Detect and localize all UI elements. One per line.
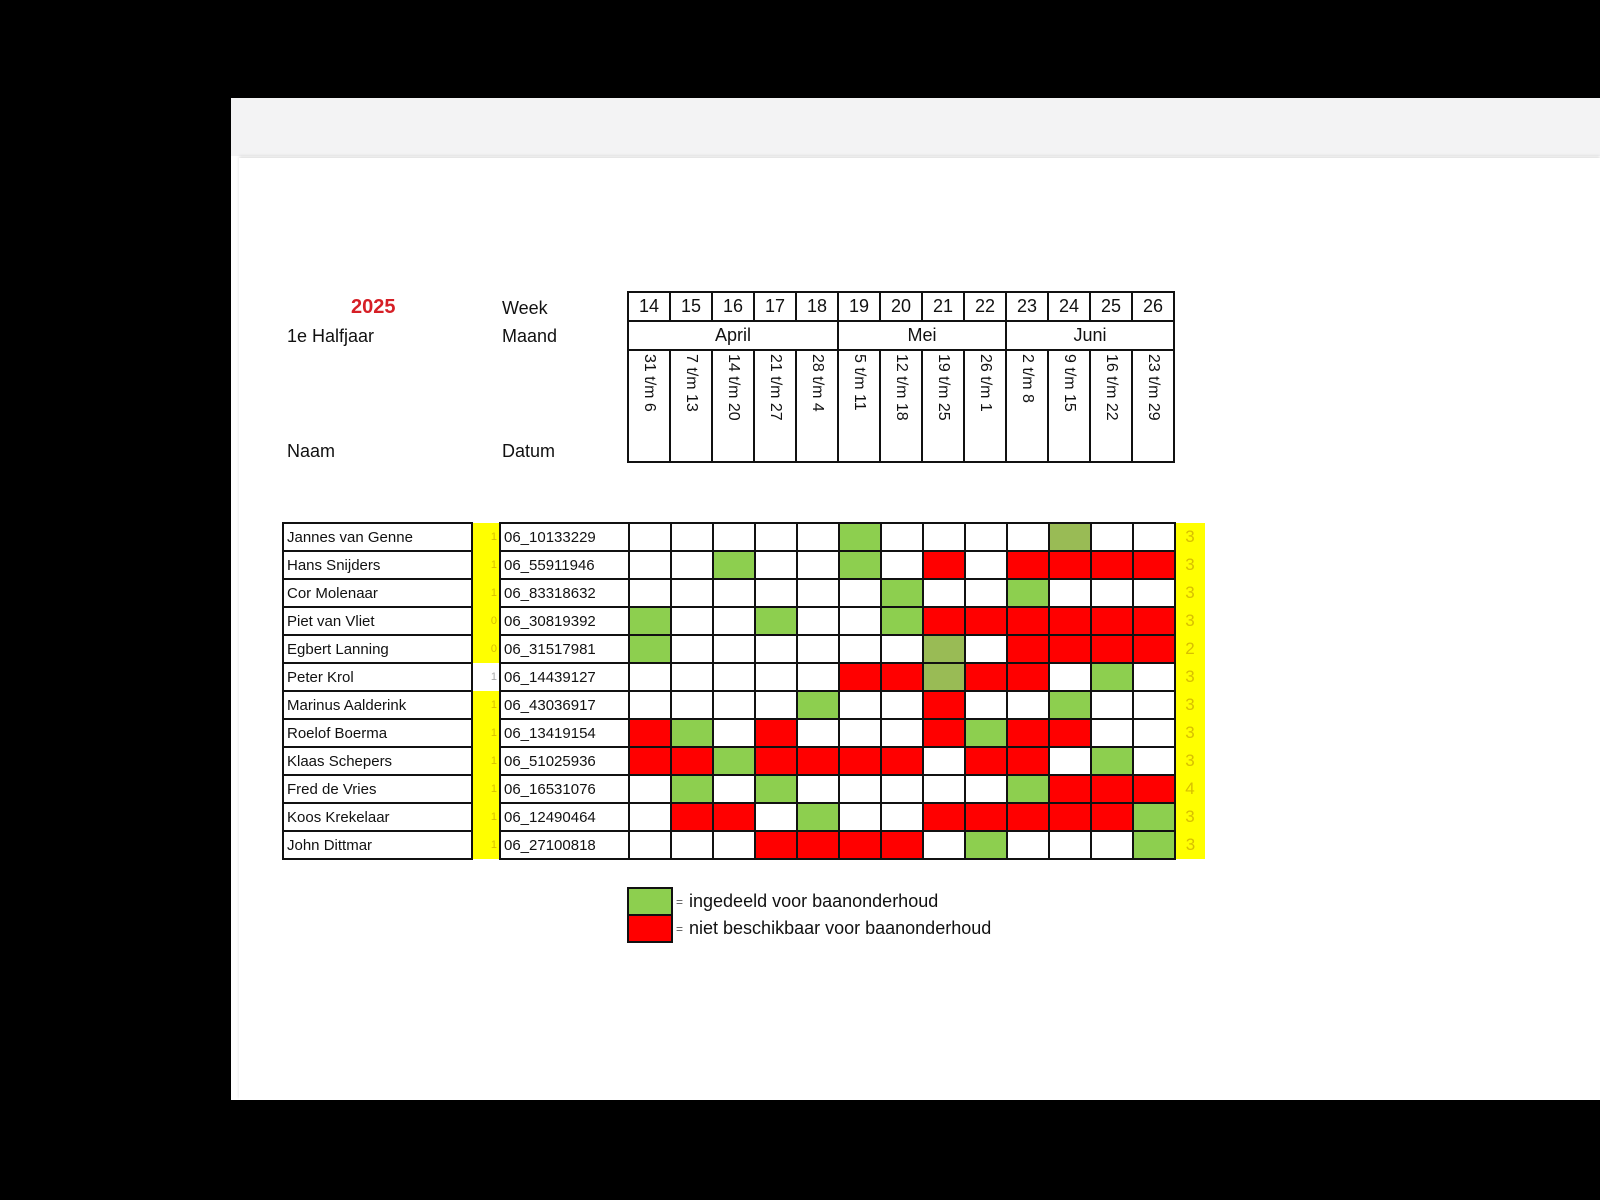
schedule-cell[interactable] (923, 663, 965, 691)
schedule-cell[interactable] (923, 579, 965, 607)
schedule-cell[interactable] (1091, 803, 1133, 831)
week-number-cell: 15 (670, 292, 712, 321)
month-row (628, 321, 1174, 350)
availability-flag: 0 (472, 635, 500, 663)
phone-number: 06_83318632 (500, 579, 629, 607)
schedule-cell[interactable] (1049, 831, 1091, 859)
schedule-cell[interactable] (839, 803, 881, 831)
date-range-cell (964, 350, 1006, 462)
week-number-cell: 22 (964, 292, 1006, 321)
schedule-cell[interactable] (1007, 663, 1049, 691)
assignment-total: 4 (1175, 775, 1205, 803)
schedule-cell[interactable] (629, 831, 671, 859)
schedule-cell[interactable] (965, 831, 1007, 859)
assignment-total: 3 (1175, 719, 1205, 747)
phone-number: 06_31517981 (500, 635, 629, 663)
week-label: Week (502, 298, 548, 318)
schedule-cell[interactable] (713, 775, 755, 803)
phone-number: 06_51025936 (500, 747, 629, 775)
person-row (283, 803, 1205, 831)
availability-flag: 1 (472, 551, 500, 579)
schedule-cell[interactable] (923, 551, 965, 579)
schedule-cell[interactable] (629, 747, 671, 775)
legend-text: niet beschikbaar voor baanonderhoud (689, 918, 992, 938)
assignment-total: 3 (1175, 663, 1205, 691)
assignment-total: 3 (1175, 579, 1205, 607)
person-name: Cor Molenaar (283, 579, 472, 607)
week-number-row (628, 292, 1174, 321)
person-row (283, 691, 1205, 719)
person-row (283, 747, 1205, 775)
person-row (283, 551, 1205, 579)
assignment-total: 2 (1175, 635, 1205, 663)
schedule-cell[interactable] (1091, 523, 1133, 551)
schedule-cell[interactable] (923, 635, 965, 663)
week-number-cell: 24 (1048, 292, 1090, 321)
schedule-cell[interactable] (1049, 775, 1091, 803)
person-row (283, 635, 1205, 663)
schedule-cell[interactable] (629, 551, 671, 579)
schedule-cell[interactable] (797, 635, 839, 663)
schedule-cell[interactable] (797, 579, 839, 607)
week-number-cell: 21 (922, 292, 964, 321)
schedule-cell[interactable] (755, 663, 797, 691)
phone-number: 06_13419154 (500, 719, 629, 747)
person-row (283, 775, 1205, 803)
phone-number: 06_10133229 (500, 523, 629, 551)
schedule-cell[interactable] (713, 803, 755, 831)
person-row (283, 831, 1205, 859)
date-range-text: 19 t/m 25 (935, 354, 952, 421)
phone-number: 06_55911946 (500, 551, 629, 579)
schedule-cell[interactable] (1091, 551, 1133, 579)
schedule-cell[interactable] (797, 691, 839, 719)
availability-flag: 1 (472, 663, 500, 691)
schedule-cell[interactable] (671, 803, 713, 831)
viewer-toolbar (231, 98, 1600, 156)
schedule-cell[interactable] (671, 663, 713, 691)
phone-number: 06_30819392 (500, 607, 629, 635)
legend-equals: = (676, 921, 684, 936)
schedule-cell[interactable] (629, 719, 671, 747)
year-title: 2025 (351, 296, 396, 318)
phone-number: 06_43036917 (500, 691, 629, 719)
date-range-cell (754, 350, 796, 462)
schedule-cell[interactable] (1133, 551, 1175, 579)
schedule-cell[interactable] (881, 579, 923, 607)
schedule-cell[interactable] (839, 551, 881, 579)
schedule-cell[interactable] (881, 719, 923, 747)
schedule-cell[interactable] (755, 579, 797, 607)
schedule-cell[interactable] (965, 551, 1007, 579)
schedule-cell[interactable] (713, 607, 755, 635)
schedule-cell[interactable] (881, 803, 923, 831)
date-range-row (628, 350, 1174, 462)
schedule-cell[interactable] (1007, 579, 1049, 607)
schedule-cell[interactable] (1091, 831, 1133, 859)
date-range-cell (922, 350, 964, 462)
schedule-cell[interactable] (713, 579, 755, 607)
schedule-cell[interactable] (965, 803, 1007, 831)
week-number-cell: 20 (880, 292, 922, 321)
date-range-text: 14 t/m 20 (725, 354, 742, 421)
name-column-label: Naam (287, 441, 336, 461)
date-range-cell (796, 350, 838, 462)
schedule-cell[interactable] (965, 579, 1007, 607)
schedule-cell[interactable] (839, 719, 881, 747)
schedule-cell[interactable] (755, 691, 797, 719)
week-number-cell: 18 (796, 292, 838, 321)
date-range-cell (1006, 350, 1048, 462)
schedule-cell[interactable] (1007, 775, 1049, 803)
date-range-text: 26 t/m 1 (977, 354, 994, 412)
legend-equals: = (676, 894, 684, 909)
schedule-cell[interactable] (1133, 579, 1175, 607)
schedule-cell[interactable] (881, 831, 923, 859)
date-range-text: 31 t/m 6 (641, 354, 658, 412)
schedule-cell[interactable] (755, 831, 797, 859)
schedule-cell[interactable] (1133, 719, 1175, 747)
schedule-cell[interactable] (713, 747, 755, 775)
schedule-cell[interactable] (713, 523, 755, 551)
schedule-cell[interactable] (923, 719, 965, 747)
schedule-cell[interactable] (881, 607, 923, 635)
schedule-cell[interactable] (881, 551, 923, 579)
schedule-cell[interactable] (797, 523, 839, 551)
schedule-cell[interactable] (1049, 551, 1091, 579)
week-number-cell: 26 (1132, 292, 1174, 321)
availability-flag: 1 (472, 803, 500, 831)
schedule-cell[interactable] (629, 607, 671, 635)
person-name: John Dittmar (283, 831, 472, 859)
schedule-cell[interactable] (1133, 803, 1175, 831)
schedule-cell[interactable] (629, 663, 671, 691)
person-row (283, 663, 1205, 691)
schedule-cell[interactable] (629, 691, 671, 719)
date-range-cell (838, 350, 880, 462)
legend-item (627, 915, 991, 942)
availability-flag: 1 (472, 831, 500, 859)
schedule-cell[interactable] (881, 691, 923, 719)
schedule-cell[interactable] (839, 831, 881, 859)
schedule-cell[interactable] (1007, 607, 1049, 635)
date-range-text: 2 t/m 8 (1019, 354, 1036, 403)
phone-number: 06_27100818 (500, 831, 629, 859)
schedule-cell[interactable] (1007, 691, 1049, 719)
schedule-cell[interactable] (755, 635, 797, 663)
week-number-cell: 19 (838, 292, 880, 321)
schedule-cell[interactable] (1133, 607, 1175, 635)
person-name: Klaas Schepers (283, 747, 472, 775)
date-range-text: 21 t/m 27 (767, 354, 784, 421)
schedule-cell[interactable] (671, 719, 713, 747)
schedule-cell[interactable] (1133, 747, 1175, 775)
date-range-text: 9 t/m 15 (1061, 354, 1078, 412)
date-range-text: 16 t/m 22 (1103, 354, 1120, 421)
schedule-cell[interactable] (1091, 607, 1133, 635)
schedule-cell[interactable] (1007, 523, 1049, 551)
schedule-cell[interactable] (797, 775, 839, 803)
schedule-cell[interactable] (839, 691, 881, 719)
date-range-text: 28 t/m 4 (809, 354, 826, 412)
month-cell: April (628, 321, 838, 350)
schedule-cell[interactable] (797, 663, 839, 691)
schedule-cell[interactable] (965, 663, 1007, 691)
week-number-cell: 14 (628, 292, 670, 321)
schedule-cell[interactable] (965, 775, 1007, 803)
phone-number: 06_12490464 (500, 803, 629, 831)
schedule-cell[interactable] (797, 719, 839, 747)
schedule-cell[interactable] (755, 607, 797, 635)
schedule-cell[interactable] (797, 607, 839, 635)
schedule-cell[interactable] (1007, 831, 1049, 859)
schedule-cell[interactable] (1007, 719, 1049, 747)
schedule-cell[interactable] (671, 607, 713, 635)
half-year-label: 1e Halfjaar (287, 326, 375, 346)
date-range-cell (712, 350, 754, 462)
schedule-cell[interactable] (1049, 607, 1091, 635)
schedule-cell[interactable] (881, 663, 923, 691)
schedule-cell[interactable] (671, 775, 713, 803)
schedule-cell[interactable] (797, 831, 839, 859)
schedule-cell[interactable] (671, 691, 713, 719)
schedule-cell[interactable] (1091, 747, 1133, 775)
date-range-text: 12 t/m 18 (893, 354, 910, 421)
schedule-cell[interactable] (839, 663, 881, 691)
schedule-cell[interactable] (839, 579, 881, 607)
availability-flag: 1 (472, 775, 500, 803)
schedule-cell[interactable] (881, 635, 923, 663)
schedule-cell[interactable] (713, 663, 755, 691)
schedule-cell[interactable] (671, 747, 713, 775)
schedule-cell[interactable] (1049, 523, 1091, 551)
schedule-cell[interactable] (713, 831, 755, 859)
week-number-cell: 25 (1090, 292, 1132, 321)
person-name: Roelof Boerma (283, 719, 472, 747)
schedule-cell[interactable] (839, 607, 881, 635)
schedule-cell[interactable] (1007, 803, 1049, 831)
schedule-cell[interactable] (755, 775, 797, 803)
person-row (283, 607, 1205, 635)
availability-flag: 1 (472, 719, 500, 747)
schedule-cell[interactable] (1007, 551, 1049, 579)
availability-flag: 0 (472, 607, 500, 635)
schedule-cell[interactable] (1049, 635, 1091, 663)
person-name: Piet van Vliet (283, 607, 472, 635)
schedule-cell[interactable] (1049, 663, 1091, 691)
assignment-total: 3 (1175, 523, 1205, 551)
schedule-cell[interactable] (1007, 635, 1049, 663)
date-range-cell (1048, 350, 1090, 462)
month-cell: Juni (1006, 321, 1174, 350)
schedule-cell[interactable] (1007, 747, 1049, 775)
schedule-cell[interactable] (1091, 663, 1133, 691)
legend (627, 888, 991, 942)
date-range-cell (1090, 350, 1132, 462)
person-name: Jannes van Genne (283, 523, 472, 551)
phone-number: 06_14439127 (500, 663, 629, 691)
schedule-cell[interactable] (1133, 635, 1175, 663)
schedule-cell[interactable] (1133, 831, 1175, 859)
schedule-cell[interactable] (965, 691, 1007, 719)
schedule-cell[interactable] (1091, 719, 1133, 747)
person-name: Peter Krol (283, 663, 472, 691)
date-range-text: 5 t/m 11 (851, 354, 868, 411)
date-range-cell (1132, 350, 1174, 462)
schedule-grid (282, 522, 1206, 860)
schedule-cell[interactable] (1091, 635, 1133, 663)
schedule-cell[interactable] (713, 691, 755, 719)
assignment-total: 3 (1175, 803, 1205, 831)
schedule-cell[interactable] (923, 831, 965, 859)
schedule-cell[interactable] (1049, 691, 1091, 719)
week-header-table (627, 291, 1175, 463)
date-range-text: 7 t/m 13 (683, 354, 700, 412)
schedule-cell[interactable] (965, 635, 1007, 663)
week-number-cell: 16 (712, 292, 754, 321)
person-row (283, 579, 1205, 607)
assignment-total: 3 (1175, 691, 1205, 719)
date-column-label: Datum (502, 441, 556, 461)
schedule-cell[interactable] (1091, 775, 1133, 803)
schedule-cell[interactable] (629, 803, 671, 831)
schedule-cell[interactable] (713, 551, 755, 579)
schedule-cell[interactable] (671, 635, 713, 663)
schedule-cell[interactable] (1133, 775, 1175, 803)
month-label: Maand (502, 326, 558, 346)
person-name: Hans Snijders (283, 551, 472, 579)
schedule-cell[interactable] (755, 523, 797, 551)
schedule-cell[interactable] (1049, 803, 1091, 831)
legend-item (627, 888, 991, 915)
availability-flag: 1 (472, 691, 500, 719)
date-range-cell (670, 350, 712, 462)
schedule-cell[interactable] (755, 747, 797, 775)
date-range-text: 23 t/m 29 (1145, 354, 1162, 421)
schedule-cell[interactable] (755, 551, 797, 579)
schedule-cell[interactable] (797, 551, 839, 579)
legend-swatch (627, 914, 673, 943)
schedule-cell[interactable] (1091, 579, 1133, 607)
schedule-cell[interactable] (923, 523, 965, 551)
person-name: Fred de Vries (283, 775, 472, 803)
schedule-cell[interactable] (923, 775, 965, 803)
schedule-cell[interactable] (1133, 663, 1175, 691)
date-range-cell (628, 350, 670, 462)
schedule-cell[interactable] (839, 747, 881, 775)
schedule-cell[interactable] (839, 775, 881, 803)
schedule-cell[interactable] (965, 747, 1007, 775)
schedule-cell[interactable] (755, 719, 797, 747)
availability-flag: 1 (472, 523, 500, 551)
person-name: Koos Krekelaar (283, 803, 472, 831)
assignment-total: 3 (1175, 747, 1205, 775)
schedule-cell[interactable] (755, 803, 797, 831)
schedule-cell[interactable] (671, 579, 713, 607)
schedule-cell[interactable] (839, 635, 881, 663)
date-range-cell (880, 350, 922, 462)
assignment-total: 3 (1175, 831, 1205, 859)
schedule-cell[interactable] (923, 803, 965, 831)
legend-swatch (627, 887, 673, 916)
schedule-cell[interactable] (839, 523, 881, 551)
schedule-cell[interactable] (881, 747, 923, 775)
schedule-cell[interactable] (713, 635, 755, 663)
schedule-cell[interactable] (1133, 523, 1175, 551)
schedule-cell[interactable] (629, 635, 671, 663)
person-name: Marinus Aalderink (283, 691, 472, 719)
week-number-cell: 17 (754, 292, 796, 321)
schedule-cell[interactable] (923, 691, 965, 719)
assignment-total: 3 (1175, 607, 1205, 635)
person-name: Egbert Lanning (283, 635, 472, 663)
schedule-cell[interactable] (881, 523, 923, 551)
schedule-cell[interactable] (923, 747, 965, 775)
availability-flag: 1 (472, 579, 500, 607)
schedule-cell[interactable] (1133, 691, 1175, 719)
schedule-cell[interactable] (881, 775, 923, 803)
person-row (283, 719, 1205, 747)
schedule-cell[interactable] (923, 607, 965, 635)
phone-number: 06_16531076 (500, 775, 629, 803)
schedule-cell[interactable] (797, 747, 839, 775)
schedule-cell[interactable] (671, 551, 713, 579)
schedule-cell[interactable] (965, 523, 1007, 551)
legend-text: ingedeeld voor baanonderhoud (689, 891, 939, 911)
schedule-cell[interactable] (965, 607, 1007, 635)
schedule-cell[interactable] (1049, 579, 1091, 607)
schedule-cell[interactable] (1049, 747, 1091, 775)
assignment-total: 3 (1175, 551, 1205, 579)
schedule-cell[interactable] (965, 719, 1007, 747)
person-row (283, 523, 1205, 551)
schedule-cell[interactable] (671, 831, 713, 859)
schedule-cell[interactable] (1091, 691, 1133, 719)
schedule-cell[interactable] (671, 523, 713, 551)
schedule-cell[interactable] (629, 775, 671, 803)
schedule-cell[interactable] (797, 803, 839, 831)
week-number-cell: 23 (1006, 292, 1048, 321)
schedule-cell[interactable] (1049, 719, 1091, 747)
schedule-cell[interactable] (629, 523, 671, 551)
month-cell: Mei (838, 321, 1006, 350)
schedule-cell[interactable] (629, 579, 671, 607)
schedule-cell[interactable] (713, 719, 755, 747)
availability-flag: 1 (472, 747, 500, 775)
